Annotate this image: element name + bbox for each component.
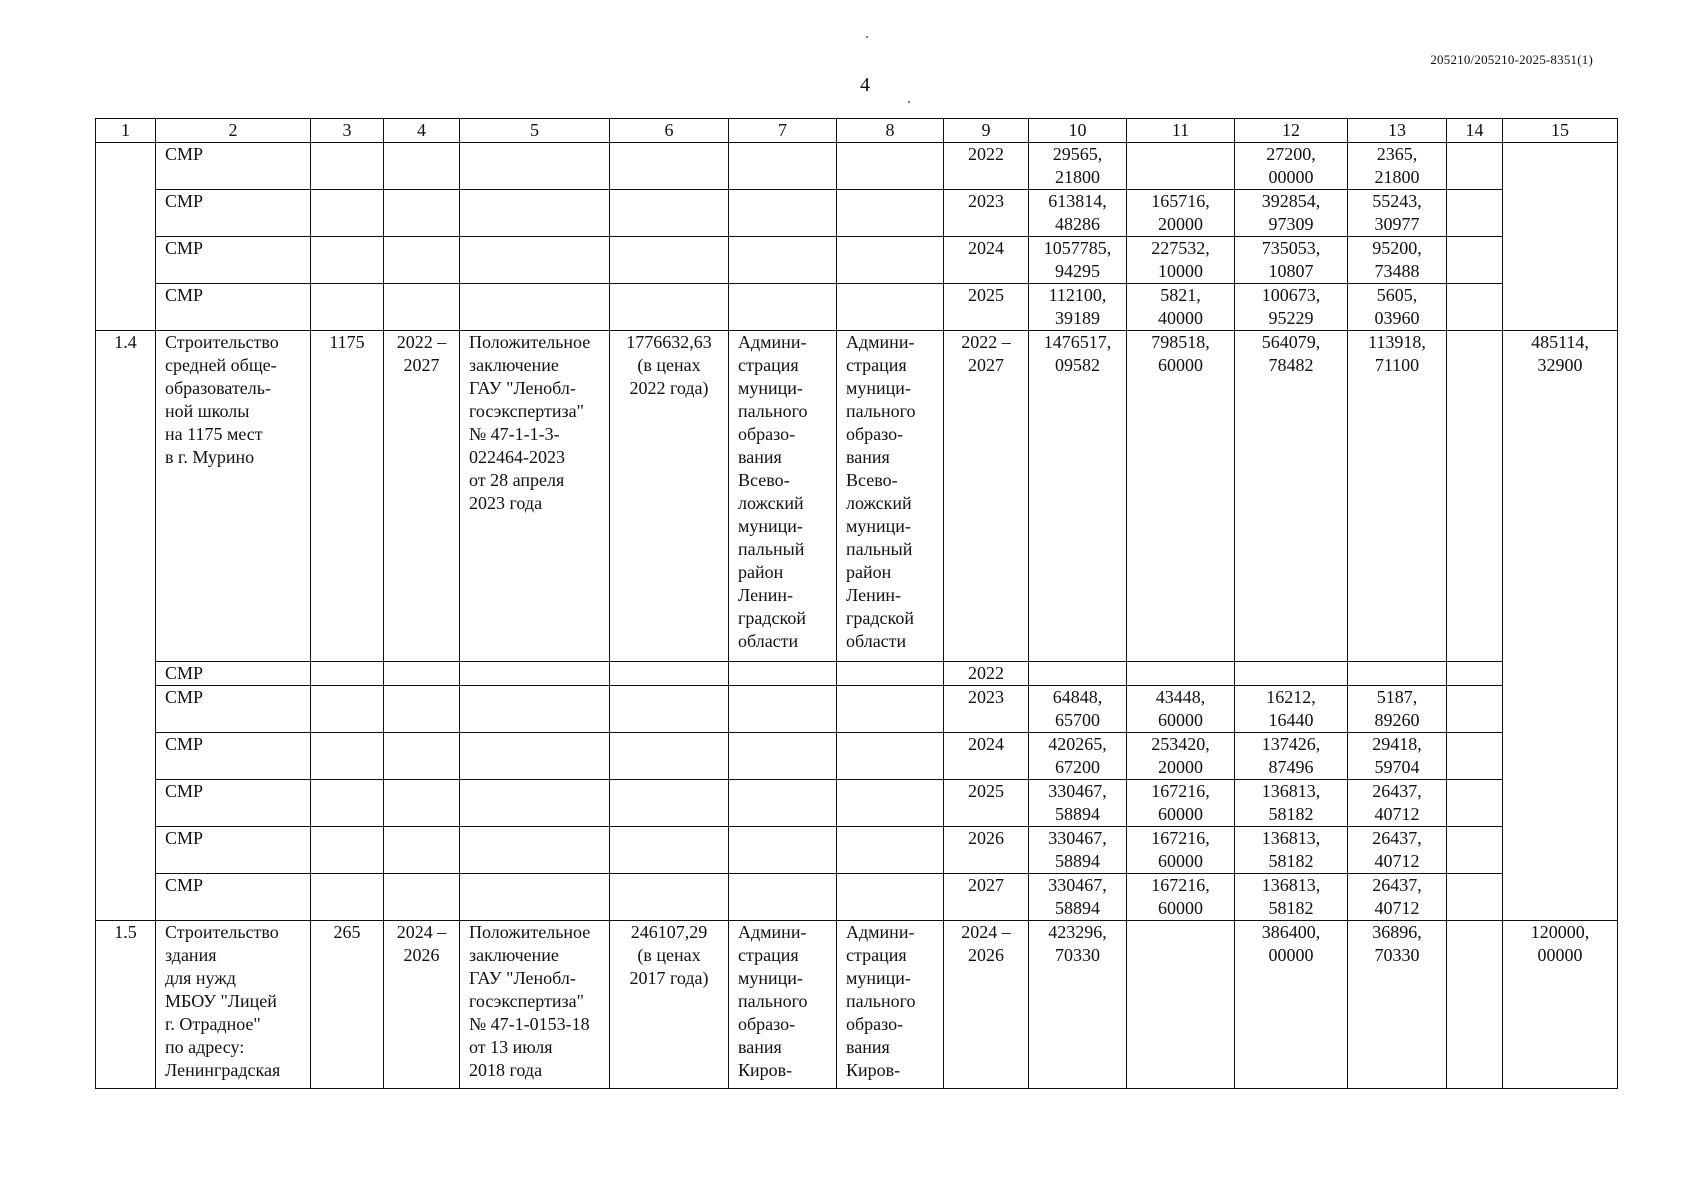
- funding-period: 2024 – 2026: [944, 921, 1029, 1089]
- cell-col14: [1447, 733, 1503, 780]
- cell-col10: 64848, 65700: [1029, 686, 1127, 733]
- cell-col4: [384, 686, 460, 733]
- cell-col13: 26437, 40712: [1348, 874, 1447, 921]
- cell-col10: 1057785, 94295: [1029, 237, 1127, 284]
- cell-col9: 2024: [944, 733, 1029, 780]
- cell-col2: СМР: [156, 686, 311, 733]
- cell-col3: [311, 662, 384, 686]
- cell-col2: СМР: [156, 237, 311, 284]
- cell-col5: [460, 190, 610, 237]
- cell-col11: [1127, 662, 1235, 686]
- cell-col4: [384, 733, 460, 780]
- period: 2024 – 2026: [384, 921, 460, 1089]
- page-number: 4: [860, 74, 870, 96]
- cell-col3: [311, 874, 384, 921]
- cell-col8: [837, 662, 944, 686]
- cell-col8: [837, 190, 944, 237]
- cell-col9: 2025: [944, 780, 1029, 827]
- column-header-7: 7: [729, 119, 837, 143]
- cell-col14: [1447, 874, 1503, 921]
- cell-col9: 2022: [944, 143, 1029, 190]
- cell-col4: [384, 662, 460, 686]
- customer: Админи- страция муници- пального образо- вания Всево- ложский муници- пальный район Ленин- градской области: [837, 331, 944, 662]
- cell-col14: [1447, 686, 1503, 733]
- cell-col8: [837, 780, 944, 827]
- table-row: [96, 780, 1618, 827]
- estimated-cost: 246107,29 (в ценах 2017 года): [610, 921, 729, 1089]
- table-row: [96, 874, 1618, 921]
- cell-col6: [610, 874, 729, 921]
- local-funding: 36896, 70330: [1348, 921, 1447, 1089]
- cell-col3: [311, 143, 384, 190]
- cell-col8: [837, 733, 944, 780]
- cell-col7: [729, 284, 837, 331]
- cell-col6: [610, 686, 729, 733]
- cell-col7: [729, 190, 837, 237]
- cell-col2: СМР: [156, 143, 311, 190]
- cell-col7: [729, 733, 837, 780]
- cell-col13: 29418, 59704: [1348, 733, 1447, 780]
- cell-col10: 613814, 48286: [1029, 190, 1127, 237]
- cell-col3: [311, 733, 384, 780]
- cell-col7: [729, 237, 837, 284]
- column-header-10: 10: [1029, 119, 1127, 143]
- cell-col12: 27200, 00000: [1235, 143, 1348, 190]
- cell-col3: [311, 284, 384, 331]
- cell-col6: [610, 827, 729, 874]
- table-row: [96, 662, 1618, 686]
- investment-table: [95, 118, 1618, 1089]
- cell-col7: [729, 827, 837, 874]
- remaining-cost: 120000, 00000: [1503, 921, 1618, 1089]
- cell-col2: СМР: [156, 827, 311, 874]
- cell-col6: [610, 780, 729, 827]
- cell-col9: 2022: [944, 662, 1029, 686]
- local-funding: 113918, 71100: [1348, 331, 1447, 662]
- cell-col12: 136813, 58182: [1235, 780, 1348, 827]
- cell-col5: [460, 237, 610, 284]
- cell-col13: 95200, 73488: [1348, 237, 1447, 284]
- cell-col4: [384, 237, 460, 284]
- other-funding: [1447, 331, 1503, 662]
- cell-col13: 5605, 03960: [1348, 284, 1447, 331]
- cell-col5: [460, 733, 610, 780]
- cell-col5: [460, 874, 610, 921]
- table-row: [96, 284, 1618, 331]
- cell-col14: [1447, 780, 1503, 827]
- item-number: 1.5: [96, 921, 156, 1089]
- cell-col13: [1348, 662, 1447, 686]
- table-body: [96, 119, 1618, 1089]
- column-header-6: 6: [610, 119, 729, 143]
- cell-col14: [1447, 237, 1503, 284]
- cell-col5: [460, 143, 610, 190]
- cell-col12: [1235, 662, 1348, 686]
- cell-col11: 167216, 60000: [1127, 827, 1235, 874]
- cell-col3: [311, 827, 384, 874]
- cell-col2: СМР: [156, 284, 311, 331]
- column-header-13: 13: [1348, 119, 1447, 143]
- expert-conclusion: Положительное заключение ГАУ "Ленобл- госэкспертиза" № 47-1-1-3- 022464-2023 от 28 апреля 2023 года: [460, 331, 610, 662]
- column-header-3: 3: [311, 119, 384, 143]
- cell-col12: 392854, 97309: [1235, 190, 1348, 237]
- cell-col10: 420265, 67200: [1029, 733, 1127, 780]
- cell-col11: 5821, 40000: [1127, 284, 1235, 331]
- cell-col9: 2026: [944, 827, 1029, 874]
- cell-col7: [729, 662, 837, 686]
- cell-col4: [384, 190, 460, 237]
- cell-col13: 5187, 89260: [1348, 686, 1447, 733]
- cell-col8: [837, 143, 944, 190]
- cell-col14: [1447, 662, 1503, 686]
- cell-col12: 136813, 58182: [1235, 827, 1348, 874]
- cell-col6: [610, 733, 729, 780]
- cell-col6: [610, 284, 729, 331]
- cell-col13: 26437, 40712: [1348, 780, 1447, 827]
- cell-col9: 2023: [944, 190, 1029, 237]
- cell-col4: [384, 827, 460, 874]
- cell-col13: 2365, 21800: [1348, 143, 1447, 190]
- customer: Админи- страция муници- пального образо- вания Киров-: [837, 921, 944, 1089]
- cell-col3: [311, 237, 384, 284]
- cell-col8: [837, 827, 944, 874]
- cell-col15: [1503, 143, 1618, 331]
- cell-col14: [1447, 284, 1503, 331]
- cell-col3: [311, 780, 384, 827]
- cell-col9: 2025: [944, 284, 1029, 331]
- cell-col12: 136813, 58182: [1235, 874, 1348, 921]
- table-row-item-1.4: [96, 331, 1618, 662]
- cell-col2: СМР: [156, 780, 311, 827]
- cell-col12: 735053, 10807: [1235, 237, 1348, 284]
- cell-col14: [1447, 143, 1503, 190]
- cell-col10: 330467, 58894: [1029, 827, 1127, 874]
- cell-col11: 253420, 20000: [1127, 733, 1235, 780]
- cell-col10: 330467, 58894: [1029, 874, 1127, 921]
- cell-col2: СМР: [156, 733, 311, 780]
- column-header-1: 1: [96, 119, 156, 143]
- cell-col11: 165716, 20000: [1127, 190, 1235, 237]
- cell-col7: [729, 686, 837, 733]
- cell-col6: [610, 662, 729, 686]
- cell-col9: 2023: [944, 686, 1029, 733]
- cell-col8: [837, 686, 944, 733]
- table-row: [96, 827, 1618, 874]
- cell-col14: [1447, 190, 1503, 237]
- cell-col13: 26437, 40712: [1348, 827, 1447, 874]
- document-id: 205210/205210-2025-8351(1): [1430, 52, 1593, 67]
- regional-funding: 564079, 78482: [1235, 331, 1348, 662]
- column-header-12: 12: [1235, 119, 1348, 143]
- table-row: [96, 686, 1618, 733]
- cell-col11: 167216, 60000: [1127, 780, 1235, 827]
- item-name: Строительство здания для нужд МБОУ "Лицей г. Отрадное" по адресу: Ленинградская: [156, 921, 311, 1089]
- responsible-body: Админи- страция муници- пального образо- вания Всево- ложский муници- пальный район Ленин- градской области: [729, 331, 837, 662]
- column-header-2: 2: [156, 119, 311, 143]
- header-row: [96, 119, 1618, 143]
- cell-col10: 112100, 39189: [1029, 284, 1127, 331]
- column-header-15: 15: [1503, 119, 1618, 143]
- total-funding: 1476517, 09582: [1029, 331, 1127, 662]
- cell-col8: [837, 284, 944, 331]
- item-name: Строительство средней обще- образователь- ной школы на 1175 мест в г. Мурино: [156, 331, 311, 662]
- capacity: 1175: [311, 331, 384, 662]
- cell-col3: [311, 190, 384, 237]
- table-row: [96, 143, 1618, 190]
- cell-col8: [837, 874, 944, 921]
- cell-col11: 167216, 60000: [1127, 874, 1235, 921]
- cell-col1: [96, 143, 156, 331]
- cell-col2: СМР: [156, 662, 311, 686]
- cell-col7: [729, 143, 837, 190]
- item-number: 1.4: [96, 331, 156, 921]
- capacity: 265: [311, 921, 384, 1089]
- period: 2022 – 2027: [384, 331, 460, 662]
- scan-speck: [908, 101, 910, 103]
- federal-funding: [1127, 921, 1235, 1089]
- expert-conclusion: Положительное заключение ГАУ "Ленобл- госэкспертиза" № 47-1-0153-18 от 13 июля 2018 года: [460, 921, 610, 1089]
- cell-col3: [311, 686, 384, 733]
- table-row: [96, 237, 1618, 284]
- cell-col9: 2027: [944, 874, 1029, 921]
- column-header-8: 8: [837, 119, 944, 143]
- cell-col5: [460, 284, 610, 331]
- column-header-9: 9: [944, 119, 1029, 143]
- responsible-body: Админи- страция муници- пального образо- вания Киров-: [729, 921, 837, 1089]
- cell-col4: [384, 284, 460, 331]
- table-row: [96, 190, 1618, 237]
- cell-col11: 43448, 60000: [1127, 686, 1235, 733]
- total-funding: 423296, 70330: [1029, 921, 1127, 1089]
- column-header-14: 14: [1447, 119, 1503, 143]
- cell-col7: [729, 874, 837, 921]
- cell-col2: СМР: [156, 190, 311, 237]
- cell-col4: [384, 780, 460, 827]
- table-row: [96, 733, 1618, 780]
- cell-col11: [1127, 143, 1235, 190]
- other-funding: [1447, 921, 1503, 1089]
- column-header-4: 4: [384, 119, 460, 143]
- cell-col4: [384, 143, 460, 190]
- remaining-cost: 485114, 32900: [1503, 331, 1618, 921]
- cell-col2: СМР: [156, 874, 311, 921]
- cell-col6: [610, 190, 729, 237]
- cell-col9: 2024: [944, 237, 1029, 284]
- cell-col10: [1029, 662, 1127, 686]
- column-header-11: 11: [1127, 119, 1235, 143]
- cell-col8: [837, 237, 944, 284]
- table-row-item-1.5: [96, 921, 1618, 1089]
- cell-col4: [384, 874, 460, 921]
- cell-col6: [610, 237, 729, 284]
- cell-col14: [1447, 827, 1503, 874]
- funding-period: 2022 – 2027: [944, 331, 1029, 662]
- cell-col5: [460, 686, 610, 733]
- column-header-5: 5: [460, 119, 610, 143]
- cell-col5: [460, 662, 610, 686]
- cell-col5: [460, 827, 610, 874]
- cell-col7: [729, 780, 837, 827]
- federal-funding: 798518, 60000: [1127, 331, 1235, 662]
- cell-col10: 29565, 21800: [1029, 143, 1127, 190]
- regional-funding: 386400, 00000: [1235, 921, 1348, 1089]
- cell-col6: [610, 143, 729, 190]
- cell-col12: 100673, 95229: [1235, 284, 1348, 331]
- cell-col12: 137426, 87496: [1235, 733, 1348, 780]
- cell-col5: [460, 780, 610, 827]
- cell-col13: 55243, 30977: [1348, 190, 1447, 237]
- scan-speck: [866, 36, 868, 38]
- estimated-cost: 1776632,63 (в ценах 2022 года): [610, 331, 729, 662]
- cell-col12: 16212, 16440: [1235, 686, 1348, 733]
- cell-col11: 227532, 10000: [1127, 237, 1235, 284]
- cell-col10: 330467, 58894: [1029, 780, 1127, 827]
